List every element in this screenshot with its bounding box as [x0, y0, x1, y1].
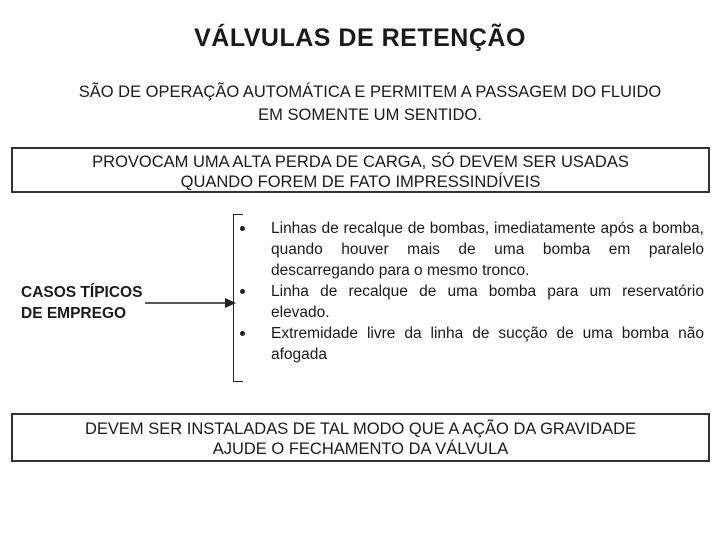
- install-box: [11, 413, 710, 462]
- cases-label-line-2: DE EMPREGO: [21, 305, 127, 322]
- warning-line-1: PROVOCAM UMA ALTA PERDA DE CARGA, SÓ DEVEM SER USADAS: [92, 153, 629, 171]
- bullet-icon: [240, 331, 245, 336]
- list-item-text: Extremidade livre da linha de sucção de uma bomba não afogada: [271, 325, 704, 363]
- bullet-icon: [240, 289, 245, 294]
- list-item: [238, 218, 704, 281]
- install-line-1: DEVEM SER INSTALADAS DE TAL MODO QUE A AÇÃO DA GRAVIDADE: [84, 420, 637, 438]
- list-item-text: Linhas de recalque de bombas, imediatamente após a bomba, quando houver mais de uma bomba em paralelo descarregando para o mesmo tronco.: [271, 220, 704, 279]
- list-item-text: Linha de recalque de uma bomba para um reservatório elevado.: [271, 283, 704, 321]
- cases-list: [238, 218, 704, 365]
- cases-label-line-1: CASOS TÍPICOS: [21, 284, 143, 301]
- intro-line-2: EM SOMENTE UM SENTIDO.: [258, 106, 482, 124]
- cases-label: [21, 282, 142, 324]
- list-item: [238, 323, 704, 365]
- list-item: [238, 281, 704, 323]
- intro-text: [40, 81, 700, 127]
- warning-line-2: QUANDO FOREM DE FATO IMPRESSINDÍVEIS: [180, 173, 541, 191]
- intro-line-1: SÃO DE OPERAÇÃO AUTOMÁTICA E PERMITEM A PASSAGEM DO FLUIDO: [78, 83, 662, 101]
- bullet-icon: [240, 226, 245, 231]
- arrow-right-icon: [145, 296, 237, 310]
- warning-box: [11, 147, 710, 193]
- page-title: VÁLVULAS DE RETENÇÃO: [194, 24, 526, 52]
- install-line-2: AJUDE O FECHAMENTO DA VÁLVULA: [212, 440, 509, 458]
